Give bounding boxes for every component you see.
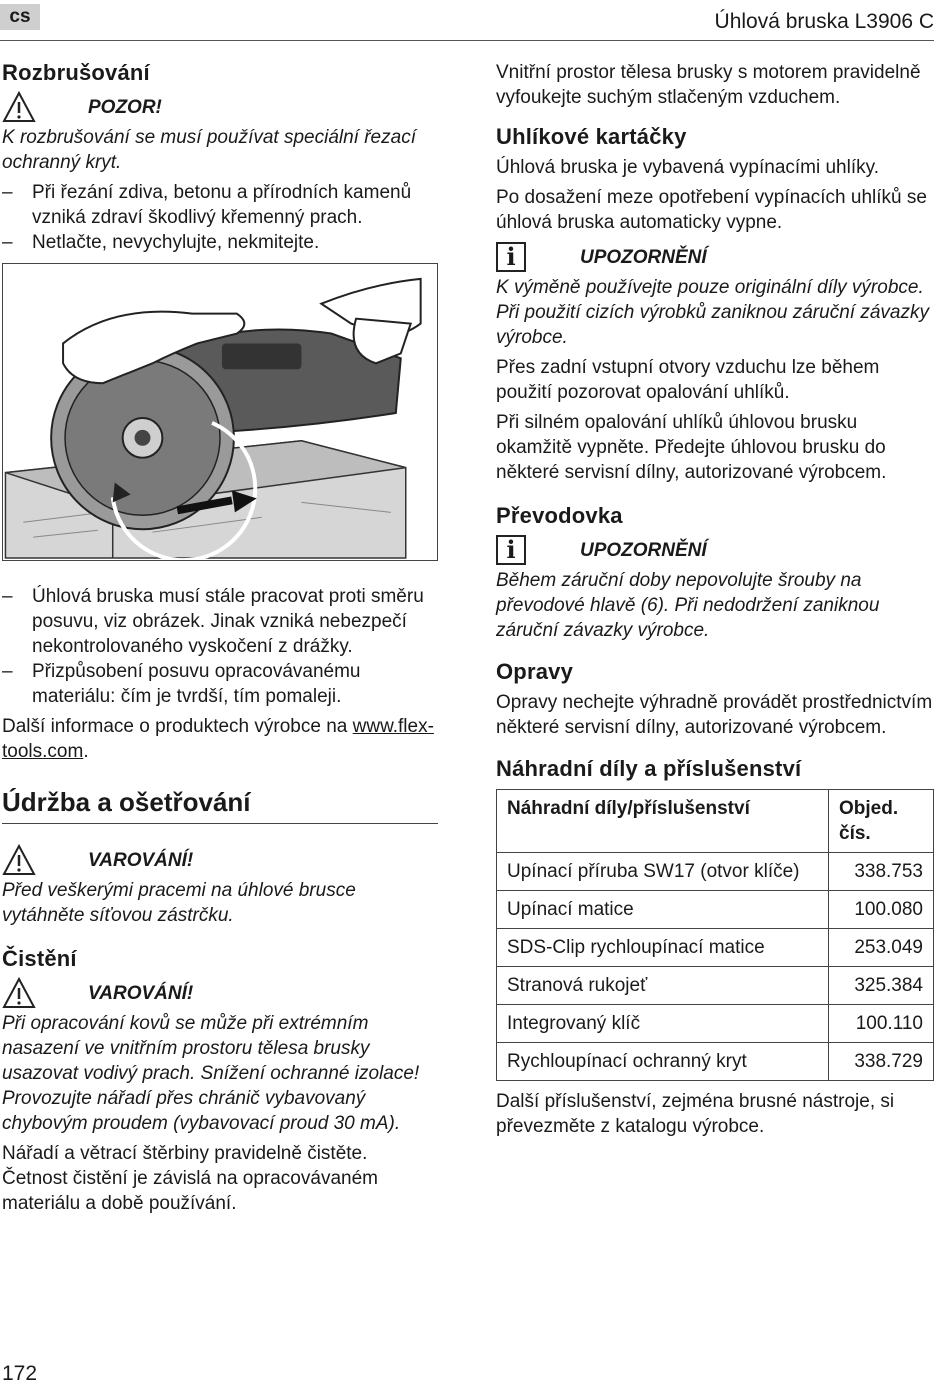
part-number: 100.110 [829,1005,934,1043]
table-row [497,967,934,1005]
page-number: 172 [2,1362,38,1385]
table-row [497,1005,934,1043]
more-info: Další informace o produktech výrobce na www.flex-tools.com. [2,716,434,762]
part-number: 325.384 [829,967,934,1005]
brushes-text-4: Při silném opalování uhlíků úhlovou brusku okamžitě vypněte. Předejte úhlovou brusku do některé servisní dílny, autorizované výrobcem. [496,412,887,483]
header-divider [0,40,934,41]
repairs-text: Opravy nechejte výhradně provádět prostřednictvím některé servisní dílny, autorizované výrobcem. [496,692,933,738]
column-header: Náhradní díly/příslušenství [497,790,829,853]
notice-label: UPOZORNĚNÍ [580,246,707,268]
document-title: Úhlová bruska L3906 C [714,10,934,33]
warning-label: VAROVÁNÍ! [88,849,194,871]
table-row [497,929,934,967]
list-item: – Úhlová bruska musí stále pracovat proti směru posuvu, viz obrázek. Jinak vzniká nebezpečí nekontrolovaného vyskočení z drážky. [2,586,424,657]
table-row [497,853,934,891]
caution-text: K rozbrušování se musí používat speciální řezací ochranný kryt. [2,127,416,173]
part-name: Stranová rukojeť [497,967,829,1005]
part-name: Upínací matice [497,891,829,929]
part-number: 253.049 [829,929,934,967]
maintenance-heading: Údržba a ošetřování [2,790,438,824]
warning-triangle-icon [2,977,36,1009]
cleaning-text: Nářadí a větrací štěrbiny pravidelně čistěte. Četnost čistění je závislá na opracovávaném materiálu a době používání. [2,1143,378,1214]
part-name: SDS-Clip rychloupínací matice [497,929,829,967]
notice-label: UPOZORNĚNÍ [580,539,707,561]
notice-line [496,241,934,273]
notice-line [496,534,934,566]
warning-line [2,977,438,1009]
info-icon: i [496,535,526,565]
warning-label: VAROVÁNÍ! [88,982,194,1004]
website-link[interactable]: www.flex-tools.com [2,716,434,762]
repairs-heading: Opravy [496,659,574,684]
info-icon: i [496,242,526,272]
brushes-heading: Uhlíkové kartáčky [496,124,687,149]
part-name: Integrovaný klíč [497,1005,829,1043]
warning-triangle-icon [2,844,36,876]
warning-line [2,844,438,876]
warning-text: Před veškerými pracemi na úhlové brusce vytáhněte síťovou zástrčku. [2,880,356,926]
parts-heading: Náhradní díly a příslušenství [496,756,802,781]
notice-text: Během záruční doby nepovolujte šrouby na převodové hlavě (6). Při nedodržení zaniknou záruční závazky výrobce. [496,570,880,641]
right-column [496,60,934,1144]
warning-text: Při opracování kovů se může při extrémním nasazení ve vnitřním prostoru tělesa brusky usazovat vodivý prach. Snížení ochranné izolace! Provozujte nářadí přes chránič vybavovaný chybovým proudem (vybavovací proud 30 mA). [2,1013,420,1134]
parts-table [496,789,934,1081]
gearbox-heading: Převodovka [496,503,623,528]
part-number: 100.080 [829,891,934,929]
left-column [2,60,438,1221]
part-name: Upínací příruba SW17 (otvor klíče) [497,853,829,891]
cutting-illustration [2,263,438,561]
cutting-heading: Rozbrušování [2,60,150,85]
table-row [497,891,934,929]
intro-text: Vnitřní prostor tělesa brusky s motorem pravidelně vyfoukejte suchým stlačeným vzduchem. [496,62,921,108]
part-name: Rychloupínací ochranný kryt [497,1043,829,1081]
caution-line [2,91,438,123]
warning-triangle-icon [2,91,36,123]
language-badge: cs [0,4,40,30]
table-header-row [497,790,934,853]
brushes-text-3: Přes zadní vstupní otvory vzduchu lze během použití pozorovat opalování uhlíků. [496,357,880,403]
brushes-text-1: Úhlová bruska je vybavená vypínacími uhlíky. [496,157,879,178]
parts-footer: Další příslušenství, zejména brusné nástroje, si převezměte z katalogu výrobce. [496,1091,895,1137]
list-item: – Při řezání zdiva, betonu a přírodních kamenů vzniká zdraví škodlivý křemenný prach. [2,182,412,228]
cleaning-heading: Čistění [2,946,77,971]
column-header: Objed. čís. [829,790,934,853]
brushes-text-2: Po dosažení meze opotřebení vypínacích uhlíků se úhlová bruska automaticky vypne. [496,187,927,233]
caution-label: POZOR! [88,96,162,118]
list-item: – Netlačte, nevychylujte, nekmitejte. [2,232,320,253]
part-number: 338.729 [829,1043,934,1081]
table-row [497,1043,934,1081]
list-item: – Přizpůsobení posuvu opracovávanému materiálu: čím je tvrdší, tím pomaleji. [2,661,361,707]
part-number: 338.753 [829,853,934,891]
notice-text: K výměně používejte pouze originální díly výrobce. Při použití cizích výrobků zaniknou záruční závazky výrobce. [496,277,929,348]
